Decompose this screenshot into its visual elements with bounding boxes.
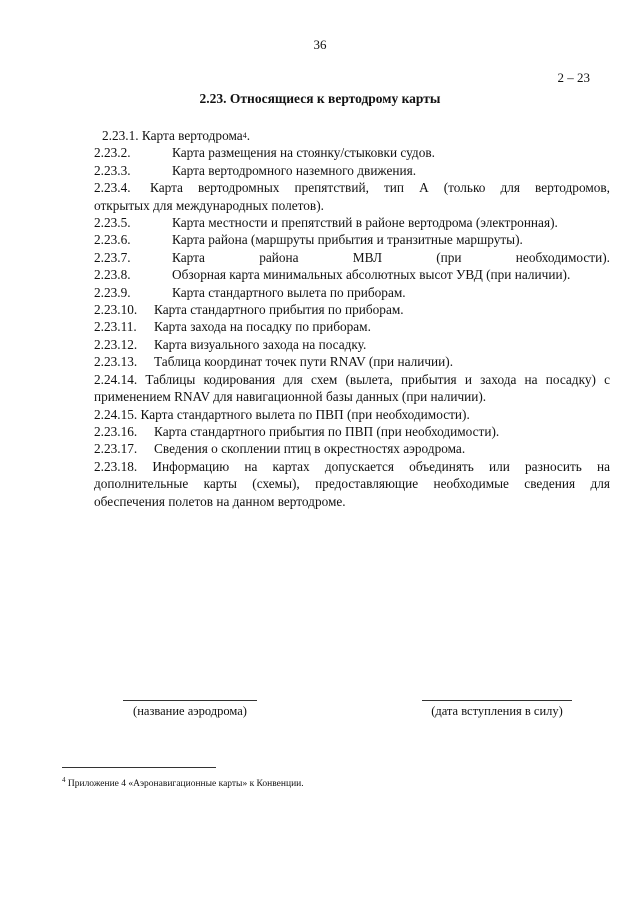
footnote [62,776,304,789]
list-item [94,301,610,318]
page-number: 36 [313,37,327,52]
list-item [94,371,610,406]
item-text: Таблица координат точек пути RNAV (при наличии). [154,354,454,370]
list-item [94,214,610,231]
item-number: 2.23.16. [94,423,138,439]
item-text: Карта размещения на стоянку/стыковки судов. [172,145,435,161]
effective-date-signature [422,700,572,719]
item-text: Карта местности и препятствий в районе вертодрома (электронная). [172,215,558,231]
chart-list [94,127,610,510]
list-item [94,318,610,335]
item-text: Информацию на картах допускается объединять или разносить на дополнительные карты (схемы), предоставляющие необходимые сведения для обеспечения полетов на данном вертодроме. [94,458,611,509]
list-item [94,162,610,179]
list-item [94,179,610,196]
list-item-continuation [94,197,610,214]
item-text: Карта вертодромных препятствий, тип А (только для вертодромов, [150,180,610,196]
list-item [94,336,610,353]
item-number: 2.23.18. [94,458,138,474]
item-number: 2.24.15. [94,406,138,422]
item-text: Карта района МВЛ (при необходимости). [172,249,610,265]
item-text: открытых для международных полетов). [94,197,324,213]
list-item [94,249,610,266]
list-item [94,353,610,370]
item-number: 2.23.4. [94,180,131,196]
item-number: 2.23.8. [94,267,131,283]
item-text: Обзорная карта минимальных абсолютных высот УВД (при наличии). [172,267,571,283]
item-text: Карта захода на посадку по приборам. [154,319,371,335]
list-item: 2.23.1. Карта вертодрома 4 . [102,128,251,143]
item-text: Карта вертодромного наземного движения. [172,162,417,178]
aerodrome-name-caption: (название аэродрома) [133,704,247,718]
item-number: 2.23.17. [94,441,138,457]
item-number: 2.23.12. [94,336,138,352]
item-number: 2.23.9. [94,284,131,300]
page-code: 2 – 23 [557,70,590,85]
item-number: 2.23.13. [94,354,138,370]
footnote-mark: 4 [62,776,66,784]
list-item [94,284,610,301]
item-text: Карта стандартного вылета по приборам. [172,284,406,300]
aerodrome-name-signature [120,700,260,719]
item-text: Карта стандартного вылета по ПВП (при необходимости). [140,406,470,422]
item-number: 2.23.1. [102,128,139,143]
item-number: 2.23.6. [94,232,131,248]
signature-line [422,700,572,701]
list-item [94,266,610,283]
section-title: 2.23. Относящиеся к вертодрому карты [199,91,441,106]
signature-line [123,700,257,701]
list-item [94,440,610,457]
item-number: 2.23.7. [94,249,131,265]
item-text: Карта стандартного прибытия по ПВП (при необходимости). [154,423,500,439]
item-text: Карта вертодрома [141,128,243,143]
item-number: 2.23.5. [94,215,131,231]
list-item [94,423,610,440]
list-item [94,406,610,423]
item-text: Карта района (маршруты прибытия и транзитные маршруты). [172,232,523,248]
item-text: Сведения о скоплении птиц в окрестностях аэродрома. [154,441,466,457]
item-text: Таблицы кодирования для схем (вылета, прибытия и захода на посадку) с применением RNAV для навигационной базы данных (при наличии). [94,371,610,405]
item-text: Карта визуального захода на посадку. [154,336,367,352]
footnote-ref: 4 [242,131,247,140]
list-item [94,458,610,510]
item-number: 2.23.2. [94,145,131,161]
effective-date-caption: (дата вступления в силу) [431,704,563,718]
item-number: 2.23.11. [94,319,137,335]
item-text: Карта стандартного прибытия по приборам. [154,302,404,318]
item-number: 2.24.14. [94,371,138,387]
footnote-text: Приложение 4 «Аэронавигационные карты» к Конвенции. [67,779,304,790]
list-item [94,231,610,248]
item-number: 2.23.10. [94,302,138,318]
item-number: 2.23.3. [94,162,131,178]
footnote-separator [62,767,216,768]
list-item [94,144,610,161]
